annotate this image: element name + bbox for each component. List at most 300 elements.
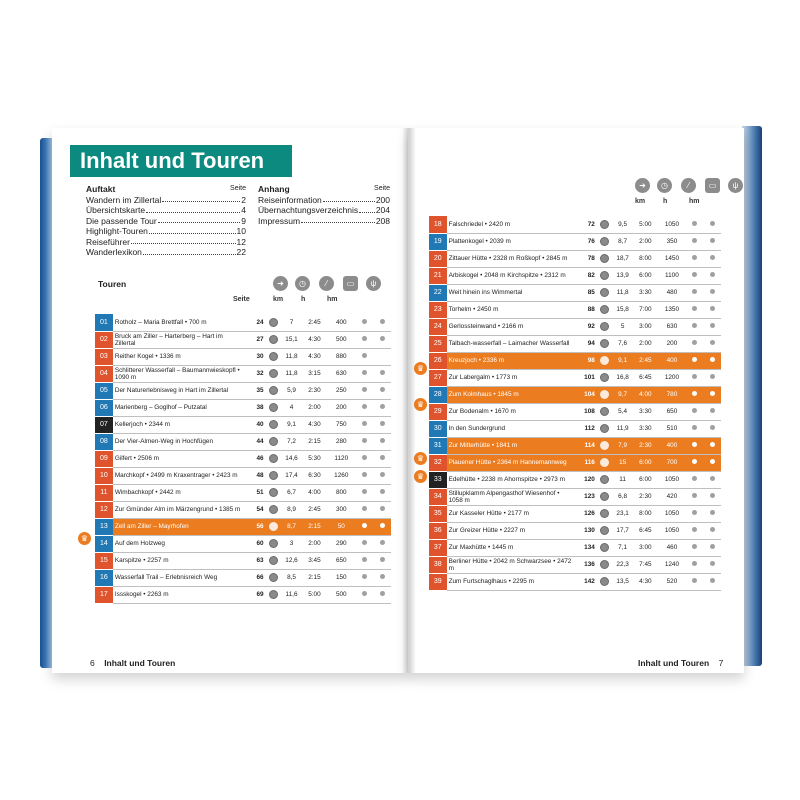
tour-bus <box>686 420 704 437</box>
tour-bus <box>355 450 373 467</box>
tour-food <box>373 365 391 382</box>
tour-number: 32 <box>429 454 447 471</box>
tour-row[interactable] <box>95 314 391 331</box>
tour-km: 17,4 <box>282 467 302 484</box>
bus-available-dot <box>362 574 367 579</box>
tour-difficulty <box>597 250 613 267</box>
tour-bus <box>686 335 704 352</box>
tour-page: 98 <box>575 352 597 369</box>
tour-food <box>703 403 721 420</box>
difficulty-icon <box>269 590 278 599</box>
tour-row[interactable] <box>429 233 721 250</box>
tour-page: 94 <box>575 335 597 352</box>
toc-entry-title: Highlight-Touren <box>86 226 148 236</box>
difficulty-icon <box>269 437 278 446</box>
tour-page: 51 <box>244 484 266 501</box>
tour-row[interactable] <box>95 484 391 501</box>
bus-available-dot <box>692 340 697 345</box>
tour-number: 26 <box>429 352 447 369</box>
tour-bus <box>355 586 373 603</box>
tour-bus <box>355 552 373 569</box>
direction-sign-icon: ➜ <box>273 276 288 291</box>
tour-bus <box>355 399 373 416</box>
tour-name: Arbiskogel • 2048 m Kirchspitze • 2312 m <box>447 267 576 284</box>
tour-elevation: 420 <box>658 488 686 505</box>
tour-km: 13,9 <box>613 267 633 284</box>
tour-km: 11,9 <box>613 420 633 437</box>
food-available-dot <box>710 374 715 379</box>
tour-km: 8,7 <box>282 518 302 535</box>
bus-available-dot <box>362 319 367 324</box>
tour-name: Weit hinein ins Wimmertal <box>447 284 576 301</box>
tour-km: 15,1 <box>282 331 302 348</box>
tour-food <box>703 454 721 471</box>
tour-row[interactable] <box>429 505 721 522</box>
bus-available-dot <box>692 221 697 226</box>
tour-page: 54 <box>244 501 266 518</box>
tour-elevation: 300 <box>327 501 355 518</box>
tour-name: In den Sundergrund <box>447 420 576 437</box>
tour-number: 08 <box>95 433 113 450</box>
tour-row[interactable] <box>429 420 721 437</box>
tour-page: 46 <box>244 450 266 467</box>
tour-name: Zur Kasseler Hütte • 2177 m <box>447 505 576 522</box>
toc-auftakt <box>86 184 246 258</box>
tour-name: Marienberg – Goglhof – Putzatal <box>113 399 244 416</box>
food-available-dot <box>380 489 385 494</box>
tour-page: 44 <box>244 433 266 450</box>
toc-leader-dots <box>323 195 375 203</box>
food-available-dot <box>710 238 715 243</box>
tour-km: 6,8 <box>613 488 633 505</box>
difficulty-icon <box>269 471 278 480</box>
tour-km: 9,1 <box>613 352 633 369</box>
tour-elevation: 400 <box>658 352 686 369</box>
tour-row[interactable] <box>429 522 721 539</box>
toc-entry[interactable] <box>86 195 246 206</box>
tour-row[interactable] <box>95 348 391 365</box>
tour-page: 85 <box>575 284 597 301</box>
tour-hours: 3:00 <box>633 318 659 335</box>
page-number-left: 6 <box>90 658 95 668</box>
difficulty-icon <box>269 335 278 344</box>
tour-food <box>373 348 391 365</box>
food-available-dot <box>710 527 715 532</box>
tour-number: 04 <box>95 365 113 382</box>
food-available-dot <box>710 510 715 515</box>
difficulty-icon <box>269 522 278 531</box>
tour-bus <box>355 365 373 382</box>
tour-elevation: 780 <box>658 386 686 403</box>
tour-number: 28 <box>429 386 447 403</box>
tour-name: Wasserfall Trail – Erlebnisreich Weg <box>113 569 244 586</box>
food-available-dot <box>710 221 715 226</box>
tour-row[interactable] <box>429 301 721 318</box>
tour-row[interactable] <box>95 518 391 535</box>
toc-entry-title: Übernachtungsverzeichnis <box>258 205 359 215</box>
toc-anhang-heading <box>258 184 390 195</box>
food-available-dot <box>710 425 715 430</box>
tour-hours: 4:30 <box>633 573 659 590</box>
tour-page: 142 <box>575 573 597 590</box>
tour-elevation: 50 <box>327 518 355 535</box>
tour-row[interactable] <box>429 369 721 386</box>
tour-row[interactable] <box>429 437 721 454</box>
tour-page: 104 <box>575 386 597 403</box>
food-available-dot <box>380 574 385 579</box>
tour-km: 11,8 <box>282 365 302 382</box>
tour-number: 27 <box>429 369 447 386</box>
tour-row[interactable] <box>95 365 391 382</box>
difficulty-icon <box>600 407 609 416</box>
tour-name: Gilfert • 2506 m <box>113 450 244 467</box>
toc-entry-page: 22 <box>236 247 246 257</box>
direction-sign-icon: ➜ <box>635 178 650 193</box>
tour-row[interactable] <box>95 467 391 484</box>
difficulty-icon <box>600 509 609 518</box>
tour-hours: 2:15 <box>301 518 327 535</box>
tour-row[interactable] <box>429 386 721 403</box>
tour-name: Stillupklamm Alpengasthof Wiesenhof • 1058 m <box>447 488 576 505</box>
tour-number: 09 <box>95 450 113 467</box>
tour-number: 25 <box>429 335 447 352</box>
tour-food <box>373 382 391 399</box>
tour-km: 11,6 <box>282 586 302 603</box>
toc-entry-title: Die passende Tour <box>86 215 157 226</box>
tour-row[interactable] <box>429 267 721 284</box>
bus-available-dot <box>362 438 367 443</box>
difficulty-icon <box>269 539 278 548</box>
highlight-crown-icon: ♛ <box>78 532 91 545</box>
tour-name: Auf dem Holzweg <box>113 535 244 552</box>
toc-entry-title: Reiseinformation <box>258 194 322 205</box>
tour-number: 16 <box>95 569 113 586</box>
tour-bus <box>686 318 704 335</box>
toc-entry-page: 200 <box>375 194 390 205</box>
food-available-dot <box>380 472 385 477</box>
tour-elevation: 1200 <box>658 369 686 386</box>
tour-page: 38 <box>244 399 266 416</box>
tour-row[interactable] <box>429 318 721 335</box>
tour-difficulty <box>597 539 613 556</box>
tour-km: 11,8 <box>282 348 302 365</box>
clock-icon: ◷ <box>657 178 672 193</box>
tour-page: 120 <box>575 471 597 488</box>
tour-name: Rotholz – Maria Brettfall • 700 m <box>113 314 244 331</box>
tour-food <box>703 420 721 437</box>
difficulty-icon <box>600 390 609 399</box>
tour-food <box>373 569 391 586</box>
toc-entry[interactable] <box>86 205 246 216</box>
bus-available-dot <box>692 510 697 515</box>
tour-row[interactable] <box>95 552 391 569</box>
toc-auftakt-seite: Seite <box>230 185 246 192</box>
tour-elevation: 1100 <box>658 267 686 284</box>
tour-name: Der Naturerlebnisweg in Hart im Zillertal <box>113 382 244 399</box>
tours-table-left <box>95 314 391 604</box>
tour-elevation: 480 <box>658 284 686 301</box>
tour-name: Zum Furtschaglhaus • 2295 m <box>447 573 576 590</box>
tour-hours: 2:15 <box>301 569 327 586</box>
tour-bus <box>686 488 704 505</box>
tour-food <box>703 301 721 318</box>
tour-elevation: 1050 <box>658 505 686 522</box>
column-header-seite: Seite <box>233 296 250 303</box>
toc-entry-page: 10 <box>236 226 246 236</box>
tour-number: 10 <box>95 467 113 484</box>
tour-name: Plauener Hütte • 2364 m Hannemannweg <box>447 454 576 471</box>
tour-page: 116 <box>575 454 597 471</box>
toc-leader-dots <box>131 237 236 245</box>
difficulty-icon <box>600 560 609 569</box>
tour-elevation: 400 <box>327 314 355 331</box>
difficulty-icon <box>269 403 278 412</box>
tour-bus <box>686 573 704 590</box>
bus-available-dot <box>362 370 367 375</box>
tour-row[interactable] <box>429 454 721 471</box>
tour-row[interactable] <box>95 501 391 518</box>
tour-food <box>703 386 721 403</box>
difficulty-icon <box>600 543 609 552</box>
slope-icon: ⁄ <box>681 178 696 193</box>
tour-number: 24 <box>429 318 447 335</box>
tour-number: 01 <box>95 314 113 331</box>
tour-km: 6,7 <box>282 484 302 501</box>
bus-available-dot <box>362 523 367 528</box>
tour-hours: 2:45 <box>301 501 327 518</box>
tour-hours: 6:00 <box>633 454 659 471</box>
difficulty-icon <box>600 288 609 297</box>
toc-auftakt-title: Auftakt <box>86 184 116 194</box>
toc-entry-title: Übersichtskarte <box>86 205 146 215</box>
bus-available-dot <box>362 336 367 341</box>
tour-hours: 2:00 <box>633 233 659 250</box>
tour-food <box>373 331 391 348</box>
tour-difficulty <box>597 216 613 233</box>
tour-hours: 4:30 <box>301 331 327 348</box>
tour-row[interactable] <box>95 399 391 416</box>
tour-elevation: 1260 <box>327 467 355 484</box>
tour-elevation: 200 <box>658 335 686 352</box>
tour-number: 35 <box>429 505 447 522</box>
tour-row[interactable] <box>95 433 391 450</box>
tour-food <box>703 573 721 590</box>
tour-food <box>703 505 721 522</box>
tour-number: 14 <box>95 535 113 552</box>
food-available-dot <box>380 540 385 545</box>
toc-leader-dots <box>149 226 236 234</box>
tour-difficulty <box>266 382 282 399</box>
toc-entry[interactable] <box>86 237 246 248</box>
tour-food <box>373 501 391 518</box>
tour-page: 92 <box>575 318 597 335</box>
page-number-right: 7 <box>718 658 724 668</box>
toc-auftakt-heading <box>86 184 246 195</box>
tour-row[interactable] <box>95 535 391 552</box>
right-page <box>408 128 744 673</box>
tour-food <box>703 284 721 301</box>
tour-number: 37 <box>429 539 447 556</box>
toc-entry[interactable] <box>258 195 390 206</box>
tour-hours: 3:45 <box>301 552 327 569</box>
tour-hours: 2:30 <box>633 488 659 505</box>
bus-available-dot <box>362 540 367 545</box>
tour-number: 33 <box>429 471 447 488</box>
tour-food <box>703 352 721 369</box>
restaurant-icon: ψ <box>728 178 743 193</box>
tour-bus <box>686 352 704 369</box>
tour-km: 9,1 <box>282 416 302 433</box>
toc-entry[interactable] <box>258 216 390 227</box>
food-available-dot <box>710 578 715 583</box>
column-header-hm: hm <box>689 198 700 205</box>
tour-km: 8,5 <box>282 569 302 586</box>
tour-name: Zell am Ziller – Mayrhofen <box>113 518 244 535</box>
food-available-dot <box>380 523 385 528</box>
column-header-hm: hm <box>327 296 338 303</box>
tour-page: 27 <box>244 331 266 348</box>
tour-number: 29 <box>429 403 447 420</box>
tour-page: 66 <box>244 569 266 586</box>
tour-row[interactable] <box>429 335 721 352</box>
tour-food <box>703 556 721 573</box>
tour-difficulty <box>266 467 282 484</box>
difficulty-icon <box>600 458 609 467</box>
toc-leader-dots <box>359 205 375 213</box>
tour-km: 15,8 <box>613 301 633 318</box>
highlight-crown-icon: ♛ <box>414 362 427 375</box>
tour-bus <box>686 539 704 556</box>
tour-row[interactable] <box>429 403 721 420</box>
toc-entry[interactable] <box>86 216 246 227</box>
tour-difficulty <box>266 399 282 416</box>
tour-bus <box>355 501 373 518</box>
food-available-dot <box>710 476 715 481</box>
page-title: Inhalt und Touren <box>70 145 292 177</box>
tour-page: 112 <box>575 420 597 437</box>
tour-hours: 5:00 <box>301 586 327 603</box>
tour-hours: 2:00 <box>301 535 327 552</box>
tour-row[interactable] <box>95 331 391 348</box>
tour-bus <box>355 467 373 484</box>
bus-available-dot <box>692 442 697 447</box>
tour-elevation: 1050 <box>658 216 686 233</box>
tour-page: 114 <box>575 437 597 454</box>
bus-available-dot <box>692 289 697 294</box>
toc-entry[interactable] <box>258 205 390 216</box>
tour-difficulty <box>266 518 282 535</box>
tour-page: 60 <box>244 535 266 552</box>
tour-name: Kreuzjoch • 2336 m <box>447 352 576 369</box>
bus-available-dot <box>692 476 697 481</box>
tour-difficulty <box>597 369 613 386</box>
tour-row[interactable] <box>95 450 391 467</box>
food-available-dot <box>710 272 715 277</box>
tour-row[interactable] <box>429 216 721 233</box>
tour-row[interactable] <box>95 586 391 603</box>
left-page <box>52 128 408 673</box>
tour-row[interactable] <box>429 556 721 573</box>
tour-difficulty <box>597 301 613 318</box>
tour-row[interactable] <box>95 416 391 433</box>
tour-hours: 2:00 <box>301 399 327 416</box>
tour-row[interactable] <box>429 284 721 301</box>
bus-available-dot <box>692 323 697 328</box>
food-available-dot <box>710 323 715 328</box>
tour-page: 48 <box>244 467 266 484</box>
tour-name: Berliner Hütte • 2042 m Schwarzsee • 2472 m <box>447 556 576 573</box>
food-available-dot <box>710 289 715 294</box>
difficulty-icon <box>600 373 609 382</box>
tour-elevation: 880 <box>327 348 355 365</box>
highlight-crown-icon: ♛ <box>414 470 427 483</box>
food-available-dot <box>380 438 385 443</box>
food-available-dot <box>380 319 385 324</box>
food-available-dot <box>380 591 385 596</box>
tour-hours: 2:30 <box>633 437 659 454</box>
tour-name: Torhelm • 2450 m <box>447 301 576 318</box>
tour-row[interactable] <box>429 471 721 488</box>
tour-page: 136 <box>575 556 597 573</box>
tour-hours: 4:00 <box>633 386 659 403</box>
bus-available-dot <box>362 455 367 460</box>
tour-row[interactable] <box>95 569 391 586</box>
tour-row[interactable] <box>429 573 721 590</box>
tour-bus <box>686 505 704 522</box>
column-header-km: km <box>273 296 284 303</box>
tour-bus <box>686 216 704 233</box>
tour-difficulty <box>597 318 613 335</box>
tour-food <box>703 233 721 250</box>
tour-row[interactable] <box>429 539 721 556</box>
toc-anhang-seite: Seite <box>374 185 390 192</box>
toc-entry[interactable] <box>86 226 246 237</box>
tour-elevation: 1350 <box>658 301 686 318</box>
footer-label-right: Inhalt und Touren <box>638 658 710 668</box>
bus-available-dot <box>692 578 697 583</box>
difficulty-icon <box>600 424 609 433</box>
tour-row[interactable] <box>95 382 391 399</box>
toc-entry[interactable] <box>86 247 246 258</box>
tour-page: 130 <box>575 522 597 539</box>
tour-km: 7,6 <box>613 335 633 352</box>
tour-row[interactable] <box>429 250 721 267</box>
tour-page: 72 <box>575 216 597 233</box>
tour-page: 40 <box>244 416 266 433</box>
tour-row[interactable] <box>429 488 721 505</box>
tour-bus <box>686 233 704 250</box>
bus-available-dot <box>362 506 367 511</box>
tour-number: 17 <box>95 586 113 603</box>
tour-page: 69 <box>244 586 266 603</box>
difficulty-icon <box>600 356 609 365</box>
bus-available-dot <box>692 374 697 379</box>
tour-row[interactable] <box>429 352 721 369</box>
tour-food <box>373 433 391 450</box>
tour-hours: 2:00 <box>633 335 659 352</box>
tour-km: 5,9 <box>282 382 302 399</box>
food-available-dot <box>380 370 385 375</box>
toc-entry-page: 2 <box>241 194 246 205</box>
bus-available-dot <box>362 557 367 562</box>
tour-km: 4 <box>282 399 302 416</box>
tour-hours: 2:45 <box>301 314 327 331</box>
tour-km: 3 <box>282 535 302 552</box>
tour-food <box>703 267 721 284</box>
bus-available-dot <box>692 561 697 566</box>
bus-available-dot <box>362 489 367 494</box>
tour-hours: 5:00 <box>633 216 659 233</box>
